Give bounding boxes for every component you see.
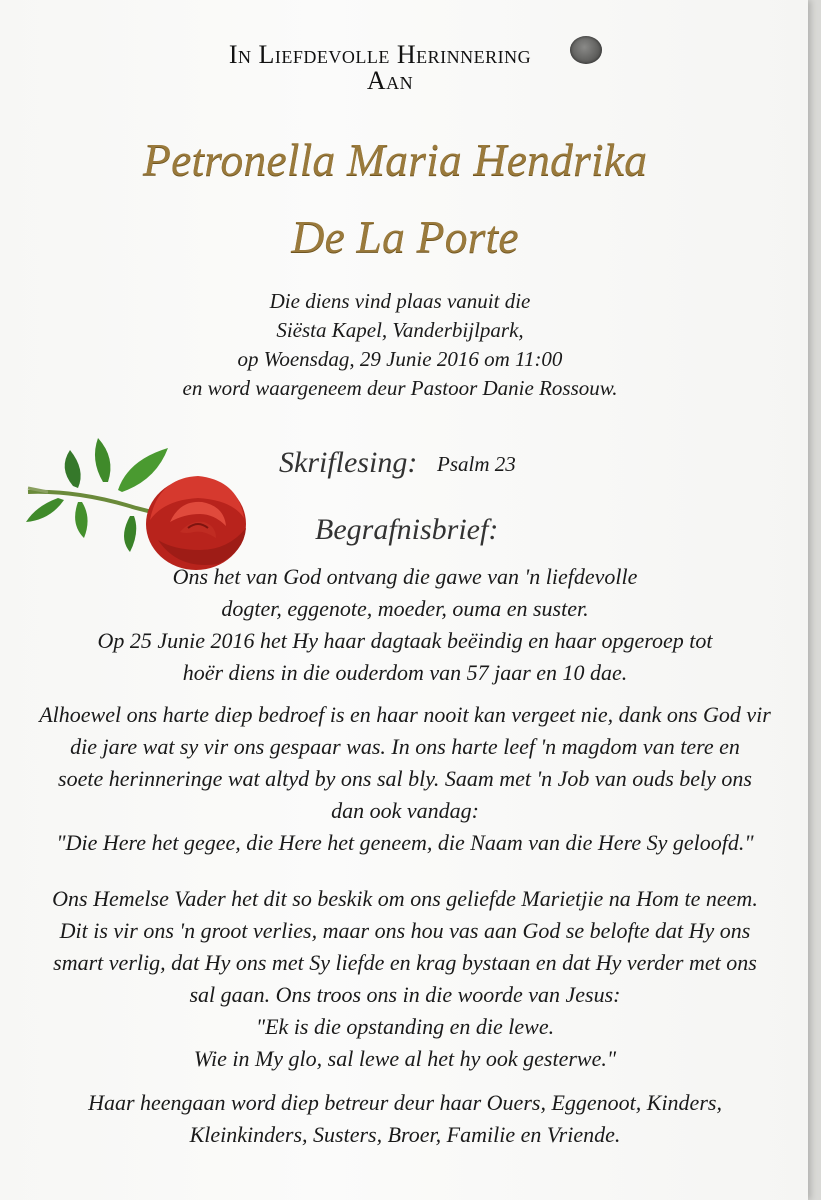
heading-in-memory: In Liefdevolle Herinnering [228,40,532,69]
letter-line: Ons het van God ontvang die gawe van 'n liefdevolle [172,564,638,589]
service-details [150,287,650,403]
service-line: Die diens vind plaas vanuit die [269,289,531,313]
letter-line: dan ook vandag: [331,798,479,823]
service-line: en word waargeneem deur Pastoor Danie Rossouw. [182,376,618,400]
scripture-reading-label: Skriflesing: [279,446,418,479]
red-rose-image [18,420,268,580]
service-line: Siësta Kapel, Vanderbijlpark, [276,318,524,342]
letter-line: sal gaan. Ons troos ons in die woorde van Jesus: [189,982,621,1007]
heading-to: Aan [366,66,414,95]
letter-line: soete herinneringe wat altyd by ons sal bly. Saam met 'n Job van ouds bely ons [58,766,752,791]
letter-line: dogter, eggenote, moeder, ouma en suster. [221,596,589,621]
letter-paragraph-2 [10,699,800,859]
rose-leaves [26,438,168,552]
letter-line: Haar heengaan word diep betreur deur haar Ouers, Eggenoot, Kinders, [88,1090,722,1115]
letter-line: Op 25 Junie 2016 het Hy haar dagtaak beëindig en haar opgeroep tot [97,628,713,653]
letter-quote: Wie in My glo, sal lewe al het hy ook gesterwe." [193,1046,617,1071]
letter-quote: "Die Here het gegee, die Here het geneem, die Naam van die Here Sy geloofd." [56,830,754,855]
scripture-reading-value: Psalm 23 [437,452,516,476]
deceased-surname: De La Porte [291,211,519,262]
letter-line: Ons Hemelse Vader het dit so beskik om ons geliefde Marietjie na Hom te neem. [52,886,758,911]
rose-bloom [146,476,246,570]
letter-paragraph-1 [10,561,800,689]
funeral-letter-label: Begrafnisbrief: [315,513,499,546]
deceased-first-names: Petronella Maria Hendrika [142,134,648,185]
letter-quote: "Ek is die opstanding en die lewe. [255,1014,555,1039]
letter-paragraph-4 [10,1087,800,1151]
letter-line: Kleinkinders, Susters, Broer, Familie en Vriende. [189,1122,621,1147]
letter-paragraph-3 [10,883,800,1075]
letter-line: die jare wat sy vir ons gespaar was. In ons harte leef 'n magdom van tere en [70,734,740,759]
service-line: op Woensdag, 29 Junie 2016 om 11:00 [237,347,563,371]
letter-line: Dit is vir ons 'n groot verlies, maar ons hou vas aan God se belofte dat Hy ons [59,918,751,943]
letter-line: Alhoewel ons harte diep bedroef is en haar nooit kan vergeet nie, dank ons God vir [39,702,771,727]
letter-line: smart verlig, dat Hy ons met Sy liefde en krag bystaan en dat Hy verder met ons [53,950,757,975]
letter-line: hoër diens in die ouderdom van 57 jaar en 10 dae. [182,660,628,685]
